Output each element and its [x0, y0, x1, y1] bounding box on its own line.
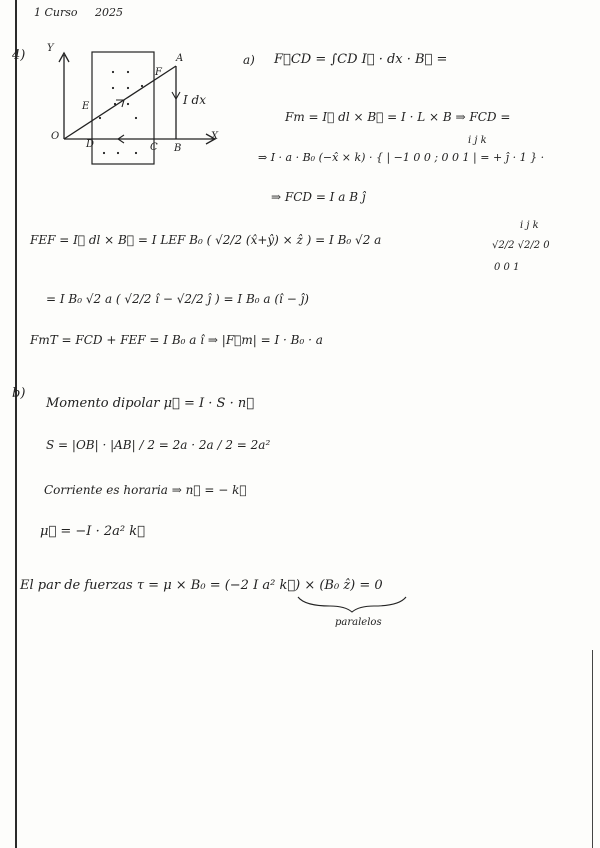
eq-fef: FEF = I⃗ dl × B⃗ = I LEF B₀ ( √2/2 (x̂+ŷ) × ẑ ) = I B₀ √2 a	[30, 233, 382, 247]
eq-fcd-definition: F⃗CD = ∫CD I⃗ · dx · B⃗ =	[274, 52, 448, 67]
dipole-title: Momento dipolar μ⃗ = I · S · n⃗	[46, 396, 255, 411]
point-b-label: B	[174, 143, 182, 154]
header-year: 2025	[95, 6, 123, 19]
matrix2-row1: √2/2 √2/2 0	[492, 240, 550, 251]
header-label: 1 Curso	[34, 6, 78, 19]
problem-number-b: b)	[12, 386, 26, 401]
problem-number-a: 4)	[12, 48, 26, 63]
current-label: I dx	[183, 93, 207, 107]
paralelos-note: paralelos	[335, 617, 382, 628]
matrix-header: i j k	[468, 135, 487, 146]
point-d-label: D	[86, 139, 95, 150]
point-e-label: E	[82, 101, 90, 112]
eq-fcd-result: ⇒ FCD = I a B ĵ	[271, 190, 366, 204]
eq-force-general: Fm = I⃗ dl × B⃗ = I · L × B ⇒ FCD =	[285, 110, 511, 124]
point-o-label: O	[51, 131, 60, 142]
eq-fef-result: = I B₀ √2 a ( √2/2 î − √2/2 ĵ ) = I B₀ a (î − ĵ)	[46, 292, 309, 306]
point-f-label: F	[155, 67, 162, 78]
eq-total-force: FmT = FCD + FEF = I B₀ a î ⇒ |F⃗m| = I · B₀ · a	[30, 333, 323, 347]
torque-equation: El par de fuerzas τ = μ × B₀ = (−2 I a² k⃗) × (B₀ ẑ) = 0	[20, 578, 383, 593]
mu-equation: μ⃗ = −I · 2a² k⃗	[40, 524, 145, 539]
point-c-label: C	[150, 142, 158, 153]
matrix2-row2: 0 0 1	[494, 262, 520, 273]
eq-matrix-line: ⇒ I · a · B₀ (−x̂ × k) · { | −1 0 0 ; 0 0 1 | = + ĵ · 1 } ·	[258, 151, 545, 164]
area-equation: S = |OB| · |AB| / 2 = 2a · 2a / 2 = 2a²	[46, 438, 271, 452]
orientation-equation: Corriente es horaria ⇒ n⃗ = − k⃗	[44, 483, 247, 497]
axis-x-label: X	[211, 131, 219, 142]
sub-label-a: a)	[243, 53, 255, 67]
point-a-label: A	[176, 53, 184, 64]
matrix2-header: i j k	[520, 220, 539, 231]
axis-y-label: Y	[47, 43, 54, 54]
